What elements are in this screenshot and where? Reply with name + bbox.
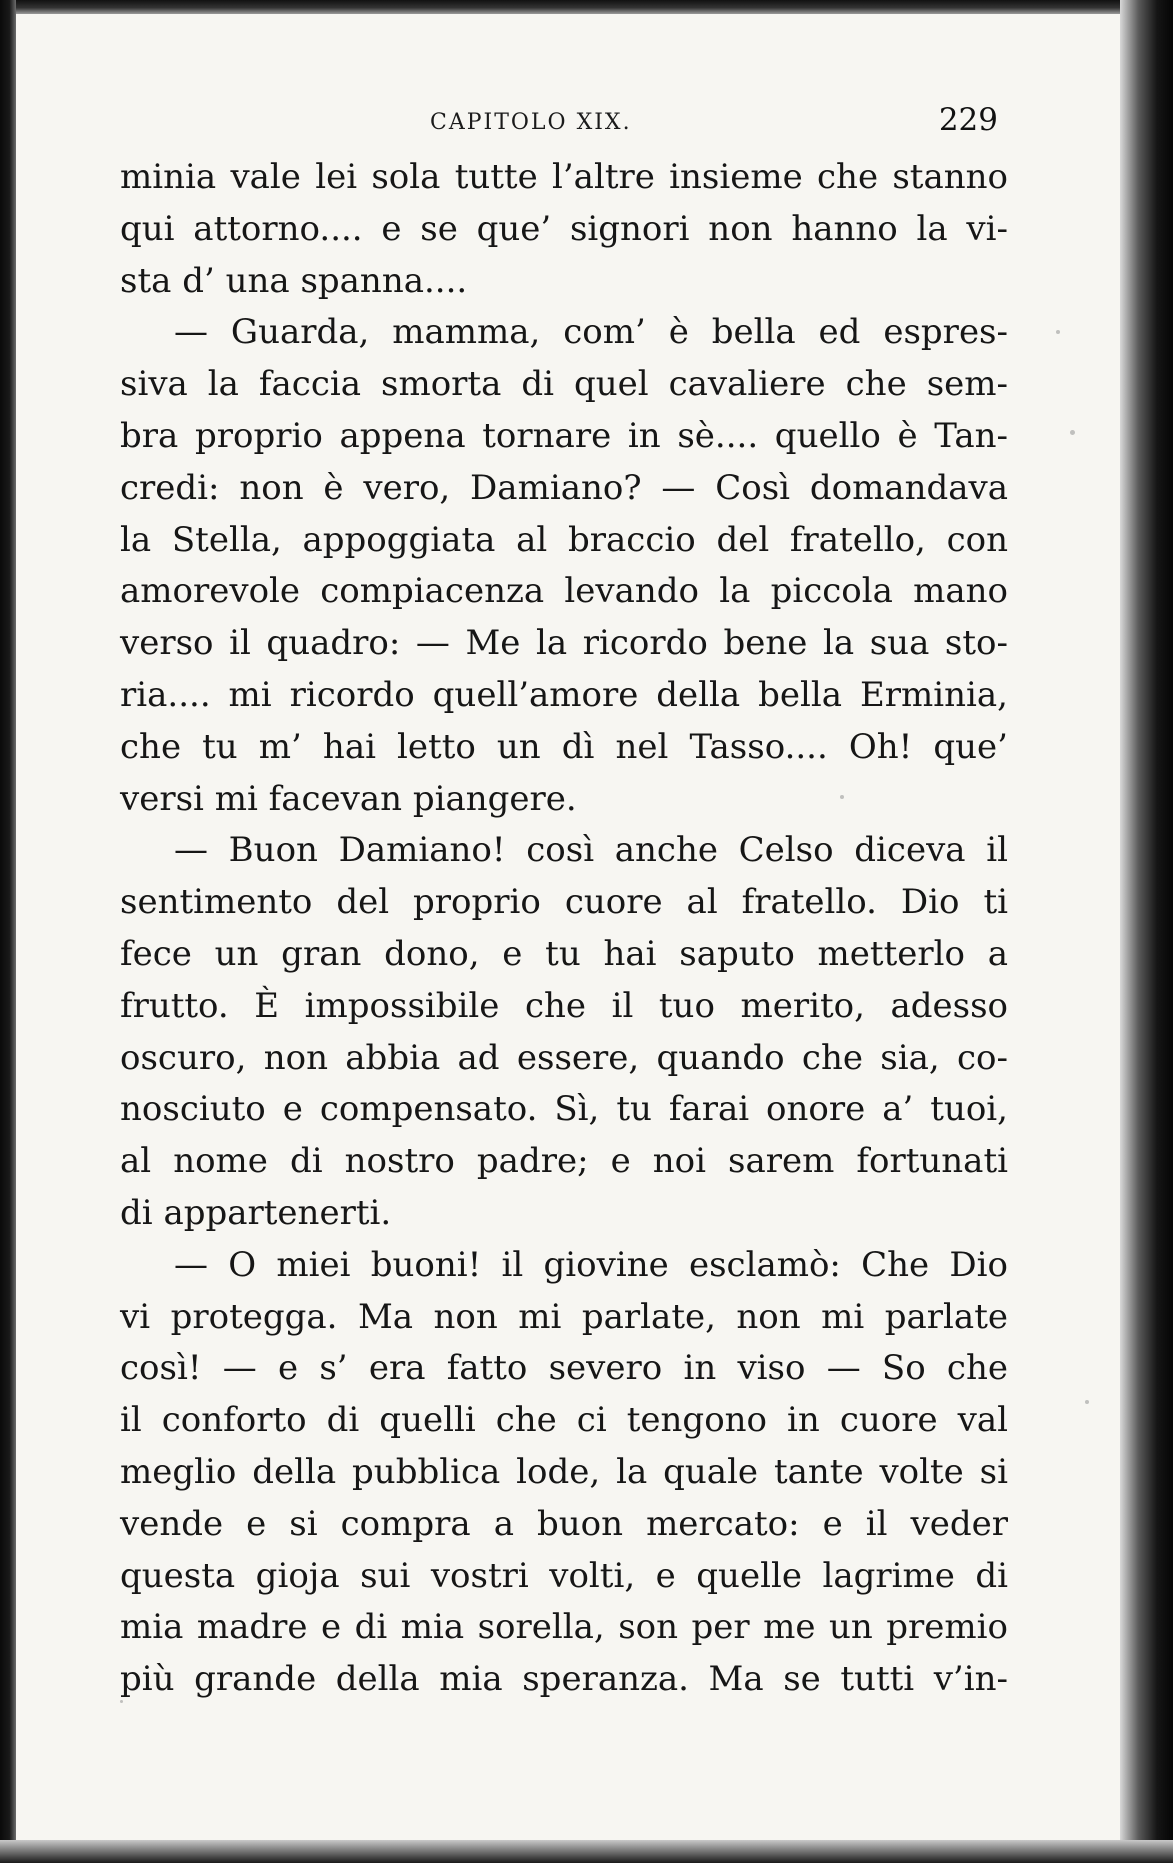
text-line: sentimento del proprio cuore al fratello. Dio ti [120,882,1008,923]
text-line: — Guarda, mamma, com’ è bella ed espres- [174,312,1008,353]
text-line: fece un gran dono, e tu hai saputo metterlo a [120,933,1008,974]
scan-speck [1056,330,1060,334]
text-line: verso il quadro: — Me la ricordo bene la sua sto- [120,623,1008,664]
text-line: più grande della mia speranza. Ma se tutti v’in- [120,1659,1008,1700]
text-line: il conforto di quelli che ci tengono in cuore val [120,1400,1008,1441]
scan-speck [1070,430,1075,435]
text-line: minia vale lei sola tutte l’altre insieme che stanno [120,157,1008,197]
text-line: — Buon Damiano! così anche Celso diceva il [174,830,1008,871]
scan-edge-left [0,0,16,1863]
page-header [118,100,998,146]
text-line: credi: non è vero, Damiano? — Così domandava [120,467,1008,508]
text-line: bra proprio appena tornare in sè.... quello è Tan- [120,415,1008,456]
scan-speck [1085,1400,1089,1404]
text-line: ria.... mi ricordo quell’amore della bella Erminia, [120,674,1008,715]
scan-edge-top [0,0,1173,14]
text-line: frutto. È impossibile che il tuo merito, adesso [120,985,1008,1026]
text-line: vi protegga. Ma non mi parlate, non mi parlate [120,1296,1008,1337]
page-number: 229 [938,102,998,138]
text-line: mia madre e di mia sorella, son per me un premio [120,1607,1008,1648]
text-line: versi mi facevan piangere. [120,778,577,819]
body-text [120,152,1008,1712]
text-line: la Stella, appoggiata al braccio del fratello, con [120,519,1008,560]
text-line: oscuro, non abbia ad essere, quando che sia, co- [120,1037,1008,1078]
text-line: qui attorno.... e se que’ signori non hanno la vi- [120,208,1008,249]
text-line: questa gioja sui vostri volti, e quelle lagrime di [120,1555,1008,1596]
text-line: sta d’ una spanna.... [120,260,468,301]
text-line: che tu m’ hai letto un dì nel Tasso.... Oh! que’ [120,726,1008,767]
text-line: così! — e s’ era fatto severo in viso — So che [120,1348,1008,1389]
text-line: siva la faccia smorta di quel cavaliere che sem- [120,364,1008,405]
scan-edge-bottom [0,1840,1173,1863]
text-line: meglio della pubblica lode, la quale tante volte si [120,1451,1008,1492]
text-line: al nome di nostro padre; e noi sarem fortunati [120,1141,1008,1182]
text-line: vende e si compra a buon mercato: e il veder [120,1503,1008,1544]
text-line: — O miei buoni! il giovine esclamò: Che Dio [174,1244,1008,1285]
text-line: nosciuto e compensato. Sì, tu farai onore a’ tuoi, [120,1089,1008,1130]
running-head: CAPITOLO XIX. [430,110,632,135]
text-line: amorevole compiacenza levando la piccola mano [120,571,1008,612]
text-line: di appartenerti. [120,1192,392,1233]
scan-edge-right [1120,0,1173,1863]
